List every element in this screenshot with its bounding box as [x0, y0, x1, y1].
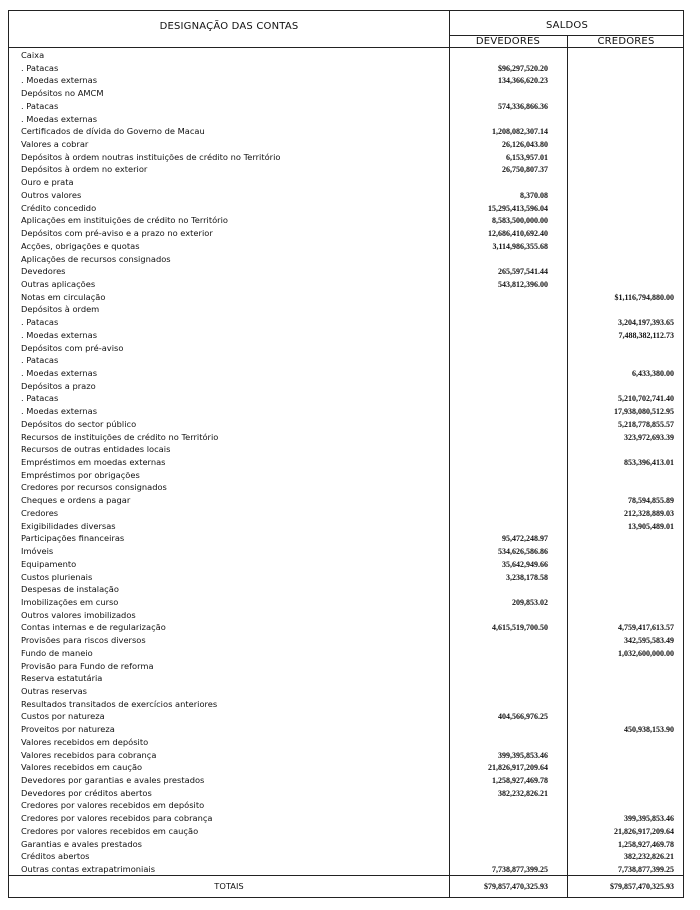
- credores-value: 323,972,693.39: [624, 432, 674, 442]
- table-row: [9, 710, 685, 723]
- account-label: Depósitos à ordem no exterior: [21, 164, 148, 175]
- header-designation: DESIGNAÇÃO DAS CONTAS: [159, 21, 299, 32]
- account-label: Contas internas e de regularização: [21, 622, 166, 633]
- table-row: [9, 367, 685, 380]
- table-row: [9, 609, 685, 622]
- table-row: [9, 749, 685, 762]
- account-label: Depósitos com pré-aviso: [21, 342, 124, 353]
- account-label: Depósitos à ordem: [21, 304, 100, 315]
- credores-value: 853,396,413.01: [624, 458, 674, 468]
- credores-value: 1,258,927,469.78: [618, 839, 674, 849]
- credores-value: 6,433,380.00: [632, 369, 674, 378]
- table-row: [9, 240, 685, 253]
- table-row: [9, 87, 685, 100]
- table-row: [9, 418, 685, 431]
- devedores-value: 3,238,178.58: [506, 572, 548, 582]
- table-row: [9, 253, 685, 266]
- table-row: [9, 596, 685, 609]
- credores-value: 7,738,877,399.25: [618, 865, 674, 875]
- header-saldos: SALDOS: [545, 20, 589, 31]
- account-label: Depósitos do sector público: [21, 418, 137, 429]
- table-row: [9, 469, 685, 482]
- totals-devedores: $79,857,470,325.93: [484, 882, 548, 891]
- account-label: Créditos abertos: [21, 851, 90, 862]
- account-label: Caixa: [21, 50, 45, 60]
- account-label: Ouro e prata: [21, 177, 74, 188]
- credores-value: 4,759,417,613.57: [618, 623, 674, 633]
- credores-value: $1,116,794,880.00: [614, 292, 674, 302]
- table-row: [9, 380, 685, 393]
- credores-value: 382,232,826.21: [624, 852, 674, 862]
- table-row: [9, 329, 685, 342]
- table-row: [9, 138, 685, 151]
- table-row: [9, 685, 685, 698]
- devedores-value: 4,615,519,700.50: [492, 623, 548, 633]
- devedores-value: 134,366,620.23: [498, 76, 548, 86]
- table-row: [9, 774, 685, 787]
- table-row: [9, 481, 685, 494]
- account-label: Credores por valores recebidos para cobrança: [21, 813, 213, 824]
- table-row: [9, 176, 685, 189]
- account-label: Outros valores imobilizados: [21, 609, 136, 620]
- account-label: Credores por recursos consignados: [21, 482, 167, 493]
- table-row: [9, 494, 685, 507]
- table-row: [9, 634, 685, 647]
- account-label: Participações financeiras: [21, 533, 125, 544]
- totals-row: [9, 880, 685, 893]
- table-row: [9, 647, 685, 660]
- account-label: Devedores: [21, 266, 66, 277]
- account-label: Valores recebidos em caução: [21, 762, 143, 773]
- devedores-value: 209,853.02: [512, 597, 548, 607]
- account-label: Depósitos à ordem noutras instituições de crédito no Território: [21, 151, 281, 162]
- account-label: . Patacas: [21, 393, 59, 404]
- devedores-value: 12,686,410,692.40: [488, 229, 548, 239]
- credores-value: 17,938,080,512.95: [614, 407, 674, 417]
- account-label: Acções, obrigações e quotas: [21, 240, 140, 251]
- table-row: [9, 431, 685, 444]
- table-row: [9, 520, 685, 533]
- header-bottom-rule: [9, 47, 683, 48]
- table-row: [9, 571, 685, 584]
- table-row: [9, 507, 685, 520]
- devedores-value: 15,295,413,596.04: [488, 203, 548, 213]
- account-label: Exigibilidades diversas: [21, 520, 116, 531]
- table-row: [9, 342, 685, 355]
- account-label: Empréstimos por obrigações: [21, 469, 140, 480]
- account-label: Devedores por garantias e avales prestados: [21, 775, 205, 786]
- devedores-value: 21,826,917,209.64: [488, 763, 548, 773]
- account-label: Recursos de outras entidades locais: [21, 444, 171, 455]
- devedores-value: 35,642,949.66: [502, 559, 548, 569]
- table-row: [9, 392, 685, 405]
- totals-label: TOTAIS: [214, 881, 244, 891]
- account-label: Valores a cobrar: [21, 139, 89, 150]
- account-label: Provisão para Fundo de reforma: [21, 660, 154, 671]
- credores-value: 399,395,853.46: [624, 814, 674, 824]
- credores-value: 5,210,702,741.40: [618, 394, 674, 404]
- table-row: [9, 291, 685, 304]
- table-row: [9, 787, 685, 800]
- table-row: [9, 583, 685, 596]
- account-label: Valores recebidos para cobrança: [21, 749, 157, 760]
- table-row: [9, 303, 685, 316]
- account-label: Outras contas extrapatrimoniais: [21, 864, 156, 875]
- table-row: [9, 621, 685, 634]
- devedores-value: 26,126,043.80: [502, 140, 548, 150]
- account-label: Empréstimos em moedas externas: [21, 457, 166, 468]
- table-row: [9, 405, 685, 418]
- account-label: . Moedas externas: [21, 75, 98, 86]
- devedores-value: 1,258,927,469.78: [492, 776, 548, 786]
- account-label: . Moedas externas: [21, 329, 98, 340]
- devedores-value: 399,395,853.46: [498, 750, 548, 760]
- table-row: [9, 736, 685, 749]
- account-label: Provisões para riscos diversos: [21, 635, 146, 646]
- account-label: Depósitos a prazo: [21, 380, 96, 391]
- table-row: [9, 151, 685, 164]
- table-row: [9, 214, 685, 227]
- table-row: [9, 265, 685, 278]
- credores-value: 342,595,583.49: [624, 636, 674, 646]
- account-label: Depósitos no AMCM: [21, 88, 104, 99]
- table-row: [9, 825, 685, 838]
- table-row: [9, 100, 685, 113]
- devedores-value: 8,583,500,000.00: [492, 216, 548, 226]
- table-row: [9, 723, 685, 736]
- devedores-value: 574,336,866.36: [498, 101, 548, 111]
- table-row: [9, 443, 685, 456]
- table-row: [9, 316, 685, 329]
- table-row: [9, 278, 685, 291]
- table-row: [9, 202, 685, 215]
- account-label: Credores: [21, 507, 59, 518]
- devedores-value: 382,232,826.21: [498, 788, 548, 798]
- table-row: [9, 62, 685, 75]
- table-row: [9, 698, 685, 711]
- account-label: . Moedas externas: [21, 406, 98, 417]
- totals-credores: $79,857,470,325.93: [610, 882, 674, 891]
- devedores-value: 265,597,541.44: [498, 267, 548, 277]
- account-label: Reserva estatutária: [21, 673, 103, 684]
- table-row: [9, 189, 685, 202]
- table-row: [9, 354, 685, 367]
- devedores-value: 3,114,986,355.68: [492, 241, 548, 251]
- account-label: Resultados transitados de exercícios anteriores: [21, 698, 218, 709]
- account-label: Aplicações em instituições de crédito no Território: [21, 215, 228, 226]
- account-label: . Patacas: [21, 62, 59, 73]
- devedores-value: 95,472,248.97: [502, 534, 548, 544]
- table-row: [9, 113, 685, 126]
- table-row: [9, 49, 685, 62]
- devedores-value: 534,626,586.86: [498, 547, 548, 557]
- table-row: [9, 799, 685, 812]
- devedores-value: $96,297,520.20: [498, 63, 548, 73]
- table-row: [9, 74, 685, 87]
- account-label: Proveitos por natureza: [21, 724, 115, 735]
- account-label: Aplicações de recursos consignados: [21, 253, 171, 264]
- table-row: [9, 672, 685, 685]
- account-label: Imobilizações em curso: [21, 596, 119, 607]
- devedores-value: 26,750,807.37: [502, 165, 548, 175]
- account-label: Depósitos com pré-aviso e a prazo no exterior: [21, 228, 213, 239]
- devedores-value: 404,566,976.25: [498, 712, 548, 722]
- account-label: Certificados de dívida do Governo de Macau: [21, 126, 205, 137]
- credores-value: 13,905,489.01: [628, 521, 674, 531]
- credores-value: 212,328,889.03: [624, 508, 674, 518]
- account-label: Equipamento: [21, 558, 77, 569]
- credores-value: 7,488,382,112.73: [618, 330, 674, 340]
- account-label: Notas em circulação: [21, 291, 106, 302]
- table-row: [9, 660, 685, 673]
- account-label: Credores por valores recebidos em depósito: [21, 800, 205, 811]
- account-label: Custos por natureza: [21, 711, 105, 722]
- header-credores: CREDORES: [597, 36, 655, 47]
- totals-top-rule: [9, 875, 683, 876]
- credores-value: 21,826,917,209.64: [614, 826, 674, 836]
- credores-value: 3,204,197,393.65: [618, 318, 674, 328]
- account-label: Outros valores: [21, 189, 82, 200]
- account-label: Outras aplicações: [21, 278, 96, 289]
- credores-value: 1,032,600,000.00: [618, 648, 674, 658]
- account-label: Garantias e avales prestados: [21, 838, 142, 849]
- account-label: . Patacas: [21, 100, 59, 111]
- header-devedores: DEVEDORES: [475, 36, 541, 47]
- account-label: Despesas de instalação: [21, 584, 119, 595]
- table-row: [9, 456, 685, 469]
- table-row: [9, 125, 685, 138]
- account-label: Imóveis: [21, 546, 54, 557]
- table-row: [9, 812, 685, 825]
- devedores-value: 6,153,957.01: [506, 152, 548, 162]
- balance-sheet-table: [8, 10, 684, 898]
- account-label: Recursos de instituições de crédito no Território: [21, 431, 219, 442]
- table-row: [9, 761, 685, 774]
- credores-value: 450,938,153.90: [624, 725, 674, 735]
- credores-value: 78,594,855.89: [628, 496, 674, 506]
- account-label: Outras reservas: [21, 686, 87, 696]
- account-label: Devedores por créditos abertos: [21, 787, 152, 798]
- devedores-value: 1,208,082,307.14: [492, 127, 548, 137]
- account-label: . Patacas: [21, 355, 59, 366]
- account-label: . Moedas externas: [21, 368, 98, 378]
- devedores-value: 543,812,396.00: [498, 279, 548, 289]
- table-row: [9, 558, 685, 571]
- credores-value: 5,218,778,855.57: [618, 419, 674, 429]
- account-label: Crédito concedido: [21, 202, 97, 213]
- devedores-value: 8,370.08: [520, 190, 548, 200]
- table-row: [9, 838, 685, 851]
- account-label: . Moedas externas: [21, 113, 98, 124]
- account-label: Valores recebidos em depósito: [21, 736, 149, 747]
- table-row: [9, 850, 685, 863]
- table-row: [9, 227, 685, 240]
- account-label: . Patacas: [21, 317, 59, 328]
- account-label: Fundo de maneio: [21, 647, 93, 658]
- devedores-value: 7,738,877,399.25: [492, 865, 548, 875]
- table-row: [9, 163, 685, 176]
- account-label: Custos plurienais: [21, 571, 93, 582]
- table-row: [9, 532, 685, 545]
- account-label: Cheques e ordens a pagar: [21, 495, 131, 506]
- account-label: Credores por valores recebidos em caução: [21, 825, 199, 836]
- table-row: [9, 545, 685, 558]
